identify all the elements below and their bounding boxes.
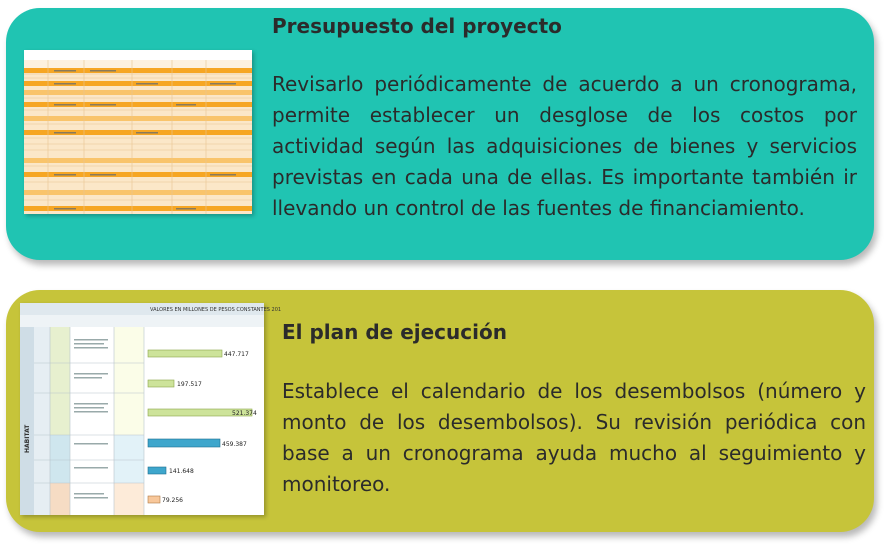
budget-spreadsheet-image xyxy=(24,50,252,214)
bar-1-value: 447.717 xyxy=(224,351,249,358)
bar-4-value: 459.387 xyxy=(222,441,247,448)
execution-plan-body: Establece el calendario de los desembolsos (número y monto de los desembolsos). Su revisión periódica con base a un cronograma ayuda mucho al seguimiento y monitoreo. xyxy=(282,379,866,496)
bar-6-value: 79.256 xyxy=(162,497,183,504)
bar-6 xyxy=(148,496,160,503)
bar-5 xyxy=(148,467,166,474)
bar-5-value: 141.648 xyxy=(169,468,194,475)
bar-2-value: 197.517 xyxy=(177,381,202,388)
execution-plan-title: El plan de ejecución xyxy=(282,320,507,344)
chart-title: VALORES EN MILLONES DE PESOS CONSTANTES 201 xyxy=(150,307,282,313)
bar-1 xyxy=(148,350,222,357)
execution-plan-table-image xyxy=(20,303,282,515)
bar-4 xyxy=(148,439,220,447)
budget-card-title: Presupuesto del proyecto xyxy=(272,14,562,38)
budget-card-body: Revisarlo periódicamente de acuerdo a un cronograma, permite establecer un desglose de los costos por actividad según las adquisiciones de bienes y servicios previstas en cada una de ellas. Es importante también ir llevando un control de las fuentes de financiamiento. xyxy=(272,72,857,220)
bar-2 xyxy=(148,380,174,387)
side-label: HABITAT xyxy=(24,424,31,453)
bar-3-value: 521.374 xyxy=(232,410,257,417)
